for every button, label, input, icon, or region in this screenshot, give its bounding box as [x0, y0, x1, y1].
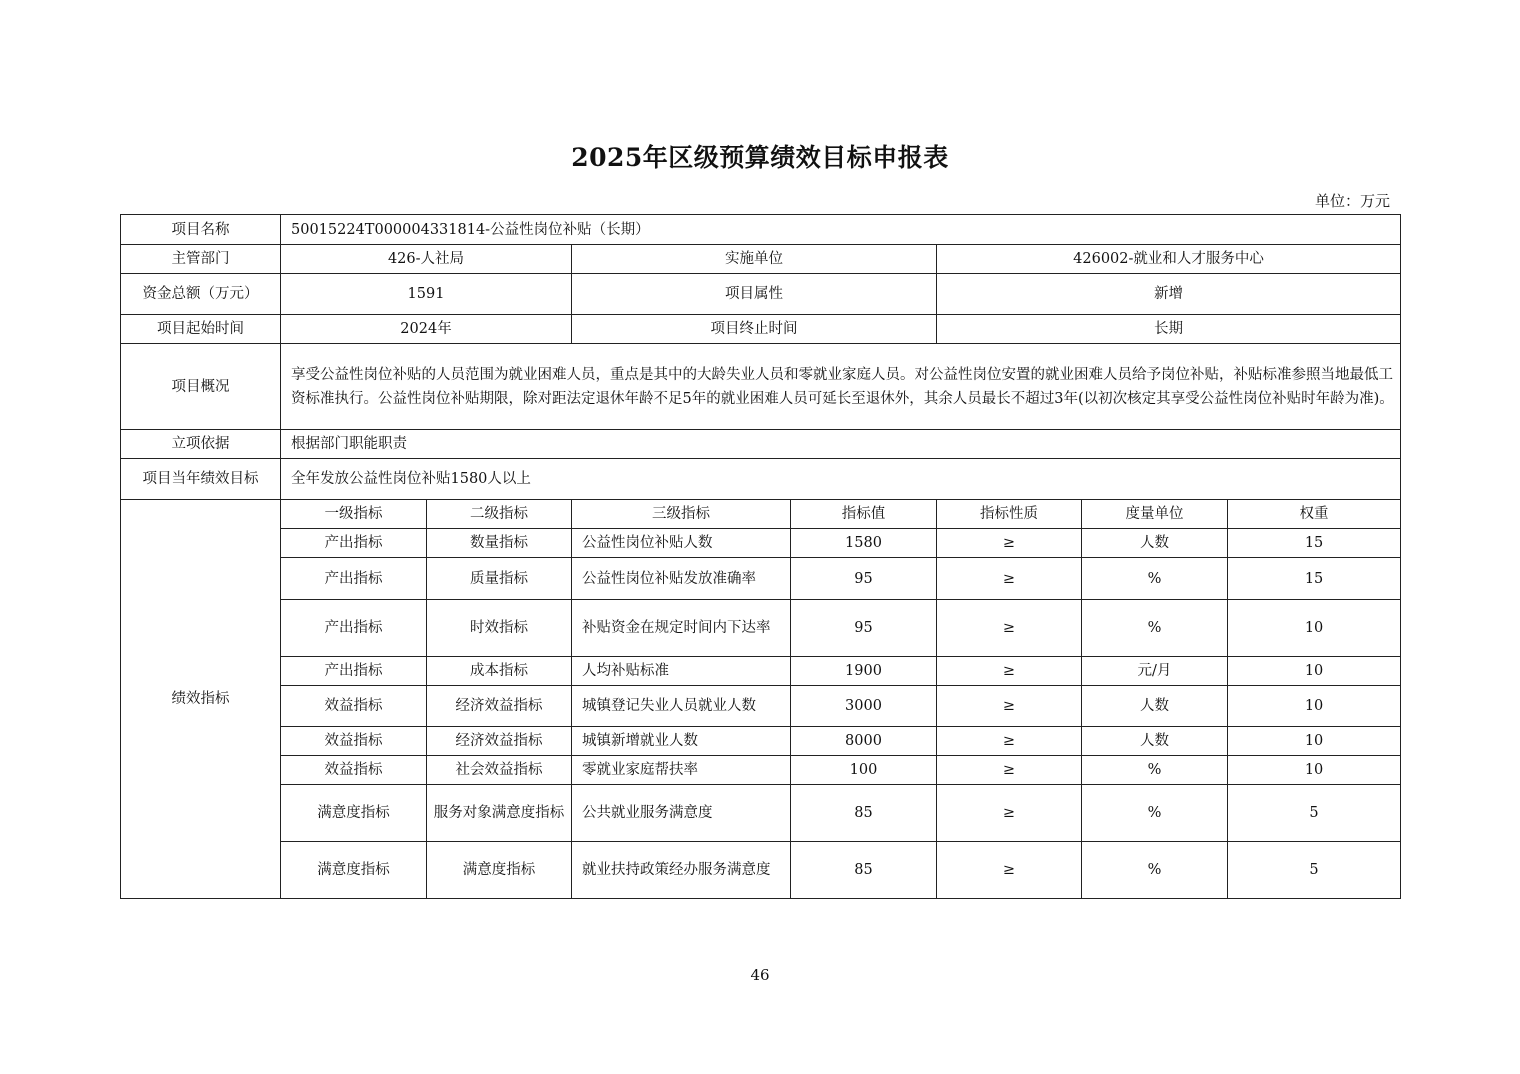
weight-cell: 15 — [1228, 558, 1401, 600]
weight-cell: 10 — [1228, 727, 1401, 756]
weight-cell: 5 — [1228, 842, 1401, 899]
header-level3: 三级指标 — [572, 500, 791, 529]
basis-value: 根据部门职能职责 — [281, 430, 1401, 459]
value-cell: 95 — [791, 600, 937, 657]
end-value: 长期 — [937, 315, 1401, 344]
fund-value: 1591 — [281, 274, 572, 315]
start-value: 2024年 — [281, 315, 572, 344]
level1-cell: 效益指标 — [281, 727, 427, 756]
page-number: 46 — [750, 966, 770, 984]
weight-cell: 10 — [1228, 756, 1401, 785]
table-row — [121, 529, 1401, 558]
header-level2: 二级指标 — [427, 500, 572, 529]
level1-cell: 产出指标 — [281, 600, 427, 657]
nature-cell: ≥ — [937, 529, 1082, 558]
level2-cell: 经济效益指标 — [427, 727, 572, 756]
table-row — [121, 600, 1401, 657]
row-fund — [121, 274, 1401, 315]
fund-label: 资金总额（万元） — [121, 274, 281, 315]
unit-label: 单位：万元 — [1314, 192, 1390, 210]
level3-cell: 公共就业服务满意度 — [572, 785, 791, 842]
row-basis — [121, 430, 1401, 459]
level1-cell: 效益指标 — [281, 686, 427, 727]
level2-cell: 数量指标 — [427, 529, 572, 558]
level3-cell: 补贴资金在规定时间内下达率 — [572, 600, 791, 657]
table-row — [121, 842, 1401, 899]
row-department — [121, 245, 1401, 274]
value-cell: 1900 — [791, 657, 937, 686]
unit-cell: 人数 — [1082, 529, 1228, 558]
value-cell: 8000 — [791, 727, 937, 756]
basis-label: 立项依据 — [121, 430, 281, 459]
unit-cell: % — [1082, 600, 1228, 657]
start-label: 项目起始时间 — [121, 315, 281, 344]
value-cell: 95 — [791, 558, 937, 600]
weight-cell: 10 — [1228, 657, 1401, 686]
level2-cell: 社会效益指标 — [427, 756, 572, 785]
impl-value: 426002-就业和人才服务中心 — [937, 245, 1401, 274]
unit-cell: 人数 — [1082, 727, 1228, 756]
table-row — [121, 558, 1401, 600]
row-overview — [121, 344, 1401, 430]
level2-cell: 经济效益指标 — [427, 686, 572, 727]
attr-label: 项目属性 — [572, 274, 937, 315]
level3-cell: 零就业家庭帮扶率 — [572, 756, 791, 785]
table-row — [121, 686, 1401, 727]
attr-value: 新增 — [937, 274, 1401, 315]
level2-cell: 服务对象满意度指标 — [427, 785, 572, 842]
level3-cell: 城镇登记失业人员就业人数 — [572, 686, 791, 727]
row-goal — [121, 459, 1401, 500]
level3-cell: 城镇新增就业人数 — [572, 727, 791, 756]
nature-cell: ≥ — [937, 657, 1082, 686]
level3-cell: 人均补贴标准 — [572, 657, 791, 686]
level2-cell: 时效指标 — [427, 600, 572, 657]
value-cell: 100 — [791, 756, 937, 785]
nature-cell: ≥ — [937, 686, 1082, 727]
unit-cell: 人数 — [1082, 686, 1228, 727]
goal-value: 全年发放公益性岗位补贴1580人以上 — [281, 459, 1401, 500]
unit-cell: % — [1082, 558, 1228, 600]
page-title: 2025年区级预算绩效目标申报表 — [571, 143, 949, 172]
level1-cell: 满意度指标 — [281, 785, 427, 842]
level3-cell: 就业扶持政策经办服务满意度 — [572, 842, 791, 899]
value-cell: 85 — [791, 842, 937, 899]
header-level1: 一级指标 — [281, 500, 427, 529]
header-weight: 权重 — [1228, 500, 1401, 529]
nature-cell: ≥ — [937, 842, 1082, 899]
nature-cell: ≥ — [937, 600, 1082, 657]
overview-value: 享受公益性岗位补贴的人员范围为就业困难人员，重点是其中的大龄失业人员和零就业家庭人员。对公益性岗位安置的就业困难人员给予岗位补贴，补贴标准参照当地最低工资标准执行。公益性岗位补贴期限，除对距法定退休年龄不足5年的就业困难人员可延长至退休外，其余人员最长不超过3年(以初次核定其享受公益性岗位补贴时年龄为准)。 — [281, 344, 1401, 430]
perf-section-label: 绩效指标 — [121, 500, 281, 899]
level1-cell: 满意度指标 — [281, 842, 427, 899]
unit-cell: 元/月 — [1082, 657, 1228, 686]
level1-cell: 效益指标 — [281, 756, 427, 785]
level1-cell: 产出指标 — [281, 558, 427, 600]
weight-cell: 5 — [1228, 785, 1401, 842]
level1-cell: 产出指标 — [281, 657, 427, 686]
value-cell: 85 — [791, 785, 937, 842]
nature-cell: ≥ — [937, 756, 1082, 785]
table-row — [121, 727, 1401, 756]
nature-cell: ≥ — [937, 558, 1082, 600]
project-name-value: 50015224T000004331814-公益性岗位补贴（长期） — [281, 215, 1401, 245]
table-row — [121, 756, 1401, 785]
dept-label: 主管部门 — [121, 245, 281, 274]
nature-cell: ≥ — [937, 727, 1082, 756]
header-nature: 指标性质 — [937, 500, 1082, 529]
dept-value: 426-人社局 — [281, 245, 572, 274]
unit-cell: % — [1082, 756, 1228, 785]
row-period — [121, 315, 1401, 344]
value-cell: 3000 — [791, 686, 937, 727]
level2-cell: 质量指标 — [427, 558, 572, 600]
perf-header-row — [121, 500, 1401, 529]
project-name-label: 项目名称 — [121, 215, 281, 245]
level2-cell: 成本指标 — [427, 657, 572, 686]
overview-label: 项目概况 — [121, 344, 281, 430]
goal-label: 项目当年绩效目标 — [121, 459, 281, 500]
table-row — [121, 657, 1401, 686]
level2-cell: 满意度指标 — [427, 842, 572, 899]
impl-label: 实施单位 — [572, 245, 937, 274]
weight-cell: 10 — [1228, 686, 1401, 727]
header-value: 指标值 — [791, 500, 937, 529]
weight-cell: 15 — [1228, 529, 1401, 558]
unit-cell: % — [1082, 785, 1228, 842]
row-project-name — [121, 215, 1401, 245]
budget-performance-table — [120, 214, 1401, 899]
level3-cell: 公益性岗位补贴人数 — [572, 529, 791, 558]
level1-cell: 产出指标 — [281, 529, 427, 558]
header-unit: 度量单位 — [1082, 500, 1228, 529]
end-label: 项目终止时间 — [572, 315, 937, 344]
weight-cell: 10 — [1228, 600, 1401, 657]
level3-cell: 公益性岗位补贴发放准确率 — [572, 558, 791, 600]
unit-cell: % — [1082, 842, 1228, 899]
nature-cell: ≥ — [937, 785, 1082, 842]
table-row — [121, 785, 1401, 842]
value-cell: 1580 — [791, 529, 937, 558]
